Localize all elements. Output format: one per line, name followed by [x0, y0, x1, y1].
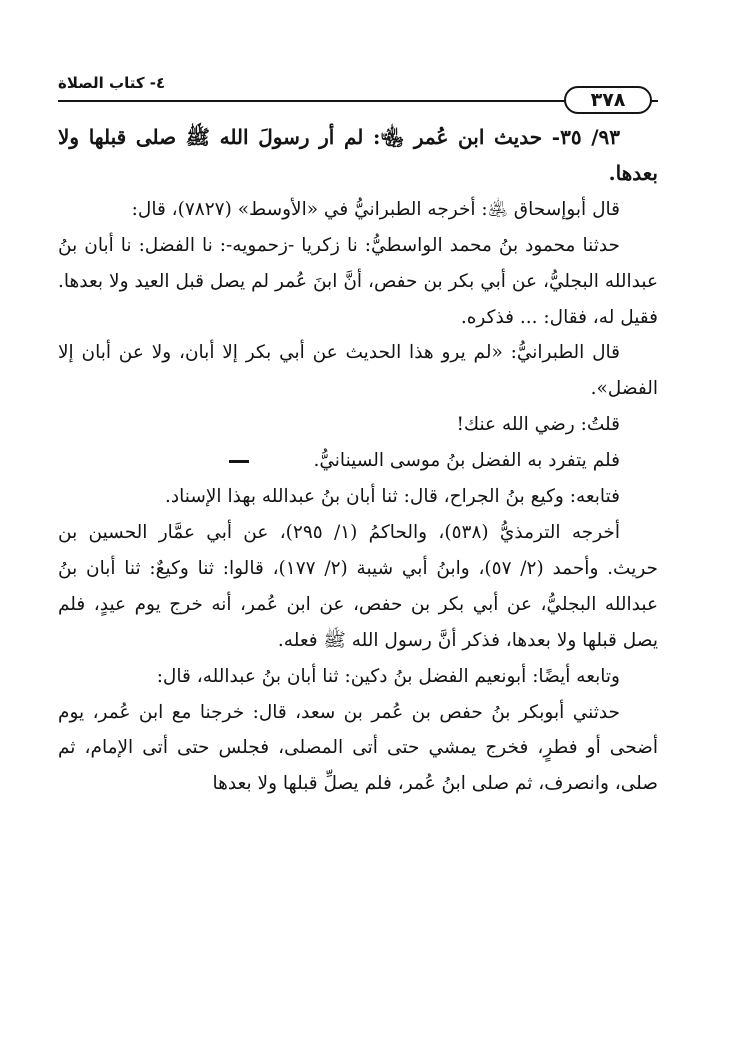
page-header	[58, 70, 658, 114]
paragraph-comment: قلتُ: رضي الله عنك!	[456, 414, 620, 436]
hadith-heading	[58, 120, 658, 192]
tafarrud-text: فلم يتفرد به الفضل بنُ موسى السينانيُّ.	[313, 450, 620, 472]
paragraph-tafarrud	[58, 443, 658, 479]
page-number: ٣٧٨	[564, 86, 652, 114]
page-body	[58, 120, 658, 802]
paragraph-sources: أخرجه الترمذيُّ (٥٣٨)، والحاكمُ (١/ ٢٩٥)، عن أبي عمَّار الحسين بن حريث. وأحمد (٢/ ٥٧)، وابنُ أبي شيبة (٢/ ١٧٧)، قالوا: ثنا وكيعٌ: ثنا أبان بنُ عبدالله البجليُّ، عن أبي بكر بن حفص، عن ابن عُمر، أنه خرج يوم عيدٍ، فلم يصل قبلها ولا بعدها، فذكر أنَّ رسول الله ﷺ فعله.	[58, 521, 658, 651]
paragraph-mutabaah-2: وتابعه أيضًا: أبونعيم الفضل بنُ دكين: ثنا أبان بنُ عبدالله، قال:	[156, 665, 620, 687]
hadith-text: حديث ابن عُمر ﵄: لم أر رسولَ الله ﷺ صلى قبلها ولا بعدها.	[58, 125, 658, 185]
chapter-title: ٤- كتاب الصلاة	[58, 74, 166, 92]
paragraph-takhrij: قال أبوإسحاق ﵁: أخرجه الطبرانيُّ في «الأوسط» (٧٨٢٧)، قال:	[131, 198, 620, 220]
book-page	[58, 70, 658, 1030]
paragraph-narration: حدثني أبوبكر بنُ حفص بن عُمر بن سعد، قال: خرجنا مع ابن عُمر، يوم أضحى أو فطرٍ، فخرج يمشي حتى أتى المصلى، فجلس حتى أتى الإمام، ثم صلى، وانصرف، ثم صلى ابنُ عُمر، فلم يصلِّ قبلها ولا بعدها	[58, 701, 658, 795]
paragraph-tabarani-quote: قال الطبرانيُّ: «لم يرو هذا الحديث عن أبي بكر إلا أبان، ولا عن أبان إلا الفضل».	[58, 342, 658, 400]
paragraph-mutabaah-1: فتابعه: وكيع بنُ الجراح، قال: ثنا أبان بنُ عبدالله بهذا الإسناد.	[165, 486, 620, 508]
paragraph-isnad: حدثنا محمود بنُ محمد الواسطيُّ: نا زكريا -زحمويه-: نا الفضل: نا أبان بنُ عبدالله البجليُّ، عن أبي بكر بن حفص، أنَّ ابنَ عُمر لم يصل قبل العيد ولا بعدها. فقيل له، فقال: ... فذكره.	[58, 234, 658, 328]
hadith-number: ٩٣/ ٣٥-	[551, 125, 620, 149]
dash-mark	[229, 460, 249, 463]
